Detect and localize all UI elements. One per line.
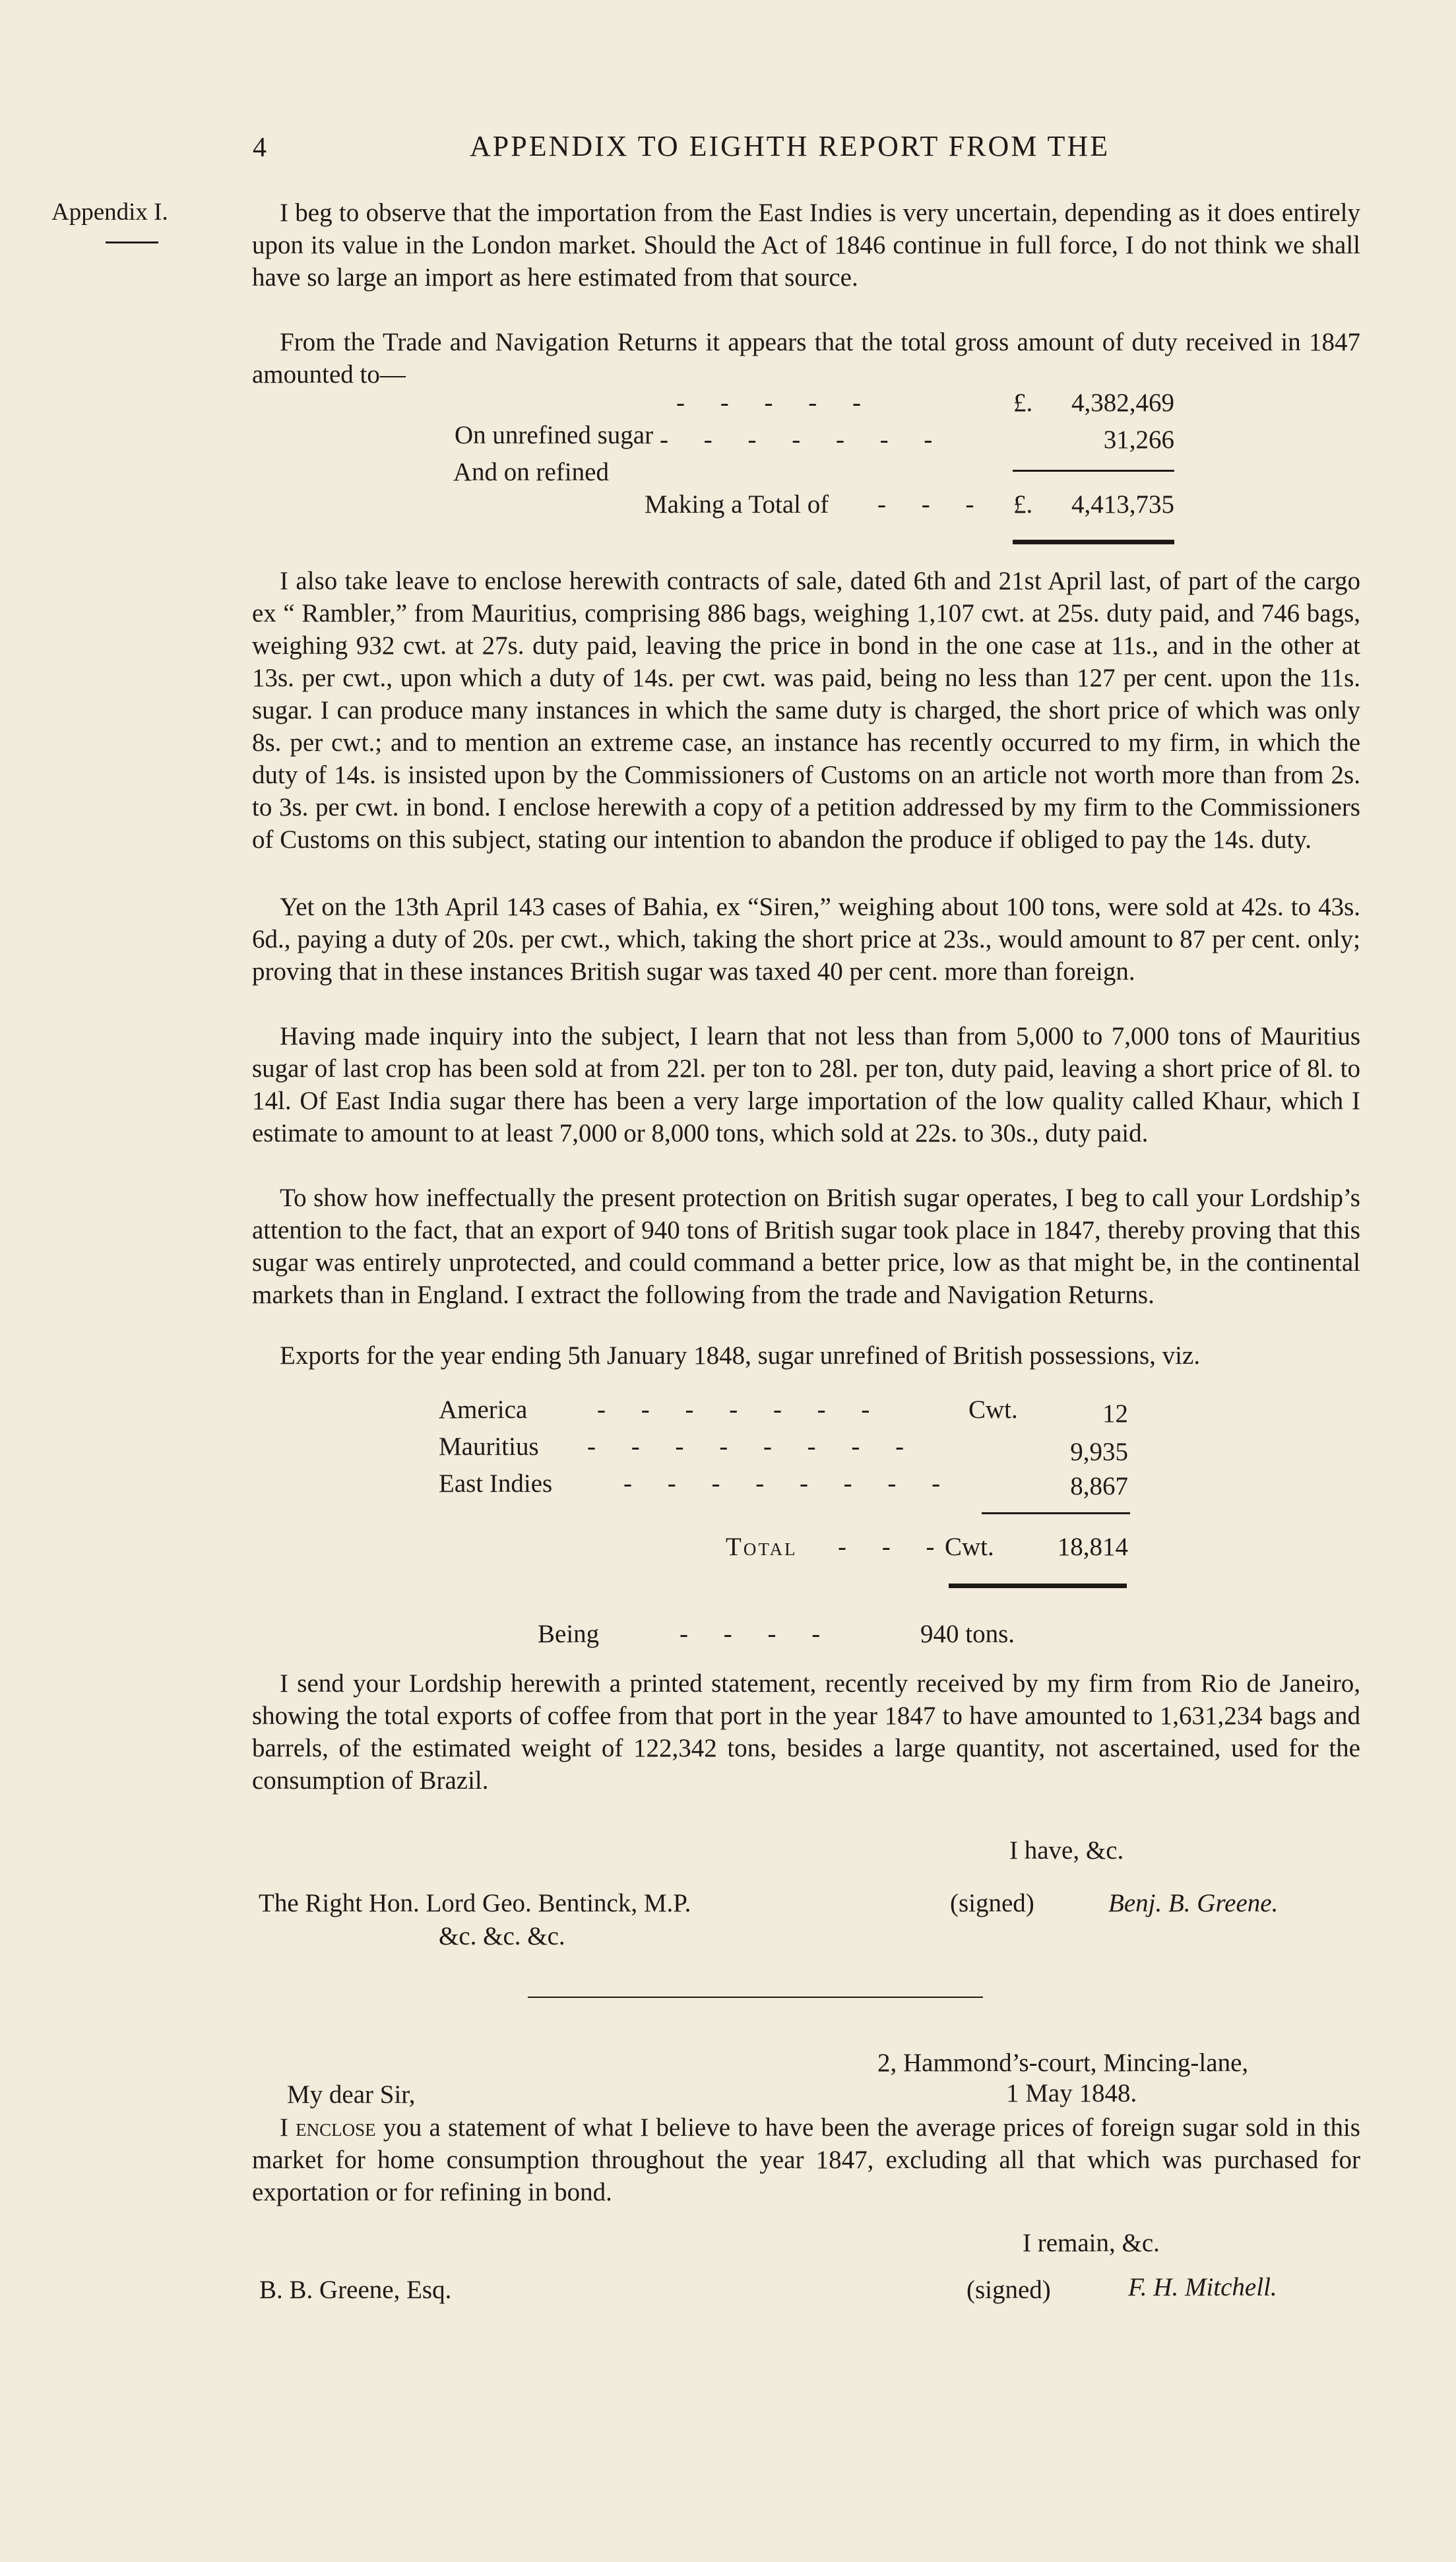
exports-unit: Cwt. <box>968 1395 1018 1424</box>
duty-total-currency: £. <box>1013 490 1033 519</box>
duty-dashes: - - - - - <box>676 389 875 417</box>
paragraph-exports-intro: Exports for the year ending 5th January 1848, sugar unrefined of British possessions, viz. <box>280 1341 1201 1370</box>
exports-total-unit: Cwt. <box>945 1533 994 1561</box>
exports-dashes: - - - - - - - - <box>623 1469 955 1498</box>
duty-label: And on refined <box>453 458 609 486</box>
letter2-signed: (signed) <box>966 2276 1051 2304</box>
exports-label: America <box>439 1395 528 1424</box>
duty-label: On unrefined sugar <box>455 421 654 449</box>
duty-currency: £. <box>1013 389 1033 417</box>
duty-total-dashes: - - - <box>877 490 989 519</box>
exports-total-label: Total <box>726 1533 798 1561</box>
exports-value: 9,935 <box>1070 1438 1128 1466</box>
exports-dashes: - - - - - - - - <box>587 1432 919 1461</box>
paragraph-mauritius-inquiry: Having made inquiry into the subject, I learn that not less than from 5,000 to 7,000 tons of Mauritius sugar of last crop has been sold at from 22l. per ton to 28l. per ton, duty paid, leaving a short price of 8l. to 14l. Of East India sugar there has been a very large importation of the low quality called Khaur, which I estimate to amount to at least 7,000 or 8,000 tons, which sold at 22s. to 30s., duty paid. <box>252 1022 1360 1147</box>
duty-sum-rule <box>1013 470 1174 472</box>
paragraph-contracts-of-sale: I also take leave to enclose herewith contracts of sale, dated 6th and 21st April last, of part of the cargo ex “ Rambler,” from Mauritius, comprising 886 bags, weighing 1,107 cwt. at 25s. duty paid, and 746 bags, weighing 932 cwt. at 27s. duty paid, leaving the price in bond in the one case at 11s., and in the other at 13s. per cwt., upon which a duty of 14s. per cwt. was paid, being no less than 127 per cent. upon the 11s. sugar. I can produce many instances in which the same duty is charged, the short price of which was only 8s. per cwt.; and to mention an extreme case, an instance has recently occurred to my firm, in which the duty of 14s. is insisted upon by the Commissioners of Customs on an article not worth more than from 2s. to 3s. per cwt. in bond. I enclose herewith a copy of a petition addressed by my firm to the Commissioners of Customs on this subject, stating our intention to abandon the produce if obliged to pay the 14s. duty. <box>252 567 1360 854</box>
letter2-date: 1 May 1848. <box>1006 2079 1137 2107</box>
page-header-title: APPENDIX TO EIGHTH REPORT FROM THE <box>470 130 1110 162</box>
paragraph-coffee-exports: I send your Lordship herewith a printed statement, recently received by my firm from Rio de Janeiro, showing the total exports of coffee from that port in the year 1847 to have amounted to 1,631,234 bags and barrels, of the estimated weight of 122,342 tons, besides a large quantity, not ascertained, used for the consumption of Brazil. <box>252 1669 1360 1795</box>
exports-label: Mauritius <box>439 1432 539 1461</box>
section-divider <box>528 1997 983 1998</box>
exports-label: East Indies <box>439 1469 553 1498</box>
margin-note: Appendix I. <box>51 199 168 226</box>
exports-value: 8,867 <box>1070 1472 1128 1500</box>
duty-double-rule <box>1013 540 1174 544</box>
paragraph-duty-received: From the Trade and Navigation Returns it appears that the total gross amount of duty received in 1847 amounted to— <box>252 328 1360 389</box>
letter1-addressee: The Right Hon. Lord Geo. Bentinck, M.P. <box>259 1889 691 1917</box>
duty-total-label: Making a Total of <box>645 490 829 519</box>
duty-value: 31,266 <box>1103 426 1174 454</box>
letter1-addressee-etc: &c. &c. &c. <box>439 1922 565 1950</box>
duty-total-value: 4,413,735 <box>1071 490 1174 519</box>
letter2-salutation: My dear Sir, <box>287 2080 416 2109</box>
letter2-signature: F. H. Mitchell. <box>1128 2273 1277 2301</box>
letter2-body-lead: I enclose <box>280 2113 376 2142</box>
letter2-valediction: I remain, &c. <box>1023 2229 1160 2257</box>
being-dashes: - - - - <box>680 1620 835 1648</box>
paragraph-east-indies: I beg to observe that the importation from the East Indies is very uncertain, depending as it does entirely upon its value in the London market. Should the Act of 1846 continue in full force, I do not think we shall have so large an import as here estimated from that source. <box>252 199 1360 292</box>
letter1-valediction: I have, &c. <box>1009 1836 1124 1865</box>
letter2-address: 2, Hammond’s-court, Mincing-lane, <box>877 2049 1249 2077</box>
duty-value: 4,382,469 <box>1071 389 1174 417</box>
being-value: 940 tons. <box>920 1620 1015 1648</box>
letter2-addressee: B. B. Greene, Esq. <box>259 2276 452 2304</box>
duty-row-refined <box>429 424 609 521</box>
letter2-body <box>252 2111 1360 2208</box>
letter1-signed: (signed) <box>950 1889 1034 1917</box>
exports-value: 12 <box>1102 1399 1128 1428</box>
letter2-body-text: you a statement of what I believe to have been the average prices of foreign sugar sold in this market for home consumption throughout the year 1847, excluding all that which was purchased for exportation or for refining in bond. <box>252 2113 1360 2206</box>
being-label: Being <box>538 1620 600 1648</box>
paragraph-bahia: Yet on the 13th April 143 cases of Bahia, ex “Siren,” weighing about 100 tons, were sold at 42s. to 43s. 6d., paying a duty of 20s. per cwt., which, taking the short price at 23s., would amount to 87 per cent. only; proving that in these instances British sugar was taxed 40 per cent. more than foreign. <box>252 893 1360 986</box>
exports-dashes: - - - - - - - <box>597 1395 885 1424</box>
letter1-signature: Benj. B. Greene. <box>1108 1889 1279 1917</box>
page-number: 4 <box>253 133 267 163</box>
exports-double-rule <box>949 1584 1127 1588</box>
exports-total-value: 18,814 <box>1057 1533 1128 1561</box>
margin-note-rule <box>106 241 158 243</box>
duty-dashes: - - - - - - - <box>660 426 947 454</box>
exports-sum-rule <box>982 1512 1130 1514</box>
paragraph-protection: To show how ineffectually the present protection on British sugar operates, I beg to call your Lordship’s attention to the fact, that an export of 940 tons of British sugar took place in 1847, thereby proving that this sugar was entirely unprotected, and could command a better price, low as that might be, in the continental markets than in England. I extract the following from the trade and Navigation Returns. <box>252 1184 1360 1309</box>
exports-total-dashes: - - - <box>838 1533 949 1561</box>
